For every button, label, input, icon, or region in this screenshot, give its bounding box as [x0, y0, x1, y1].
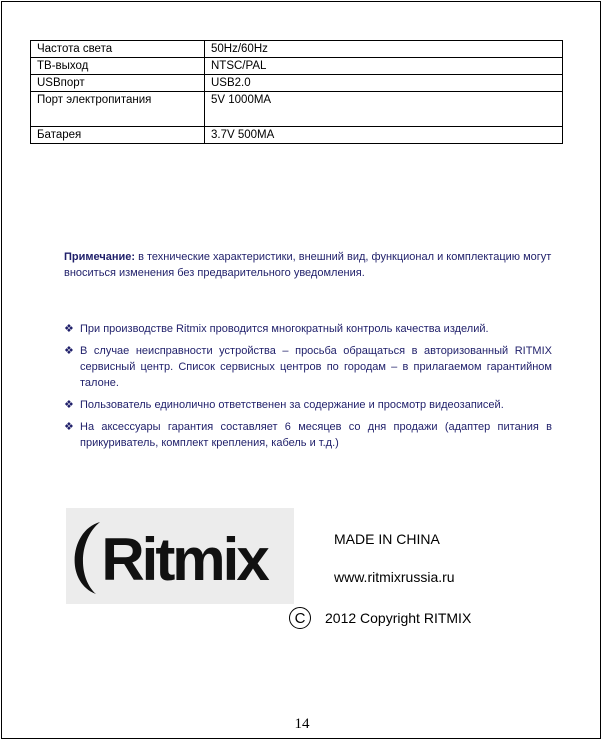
copyright-icon: C — [289, 607, 311, 629]
bullet-list — [64, 321, 552, 457]
ritmix-logo — [66, 508, 294, 604]
list-item — [64, 419, 552, 451]
bullet-text: В случае неисправности устройства – просьба обращаться в авторизованный RITMIX сервисный центр. Список сервисных центров по городам – в прилагаемом гарантийном талоне. — [80, 345, 552, 389]
bullet-text: Пользователь единолично ответственен за содержание и просмотр видеозаписей. — [80, 399, 504, 411]
copyright-text: 2012 Copyright RITMIX — [325, 610, 472, 626]
page-number: 14 — [294, 716, 310, 732]
list-item — [64, 397, 552, 413]
spec-value: 5V 1000MA — [205, 92, 563, 127]
table-row — [31, 127, 563, 144]
spec-key: Батарея — [31, 127, 205, 144]
copyright-line — [289, 607, 471, 629]
spec-value: 3.7V 500MA — [205, 127, 563, 144]
table-row — [31, 75, 563, 92]
diamond-bullet-icon: ❖ — [64, 399, 74, 411]
table-row — [31, 92, 563, 127]
note-label: Примечание: — [64, 251, 136, 263]
spec-value: NTSC/PAL — [205, 58, 563, 75]
diamond-bullet-icon: ❖ — [64, 323, 74, 335]
diamond-bullet-icon: ❖ — [64, 421, 74, 433]
made-in-text: MADE IN CHINA — [334, 531, 440, 547]
diamond-bullet-icon: ❖ — [64, 345, 74, 357]
table-row — [31, 58, 563, 75]
spec-table — [30, 40, 563, 144]
spec-key: ТВ-выход — [31, 58, 205, 75]
spec-key: Порт электропитания — [31, 92, 205, 127]
list-item — [64, 343, 552, 391]
spec-value: 50Hz/60Hz — [205, 41, 563, 58]
spec-key: Частота света — [31, 41, 205, 58]
spec-value: USB2.0 — [205, 75, 563, 92]
website-text: www.ritmixrussia.ru — [334, 569, 455, 585]
bullet-text: При производстве Ritmix проводится многократный контроль качества изделий. — [80, 323, 489, 335]
note-paragraph — [64, 249, 570, 281]
logo-text: Ritmix — [101, 526, 267, 593]
note-text: в технические характеристики, внешний вид, функционал и комплектацию могут вноситься изменения без предварительного уведомления. — [64, 251, 552, 279]
table-row — [31, 41, 563, 58]
spec-key: USBпорт — [31, 75, 205, 92]
bullet-text: На аксессуары гарантия составляет 6 месяцев со дня продажи (адаптер питания в прикуриватель, комплект крепления, кабель и т.д.) — [80, 421, 552, 449]
list-item — [64, 321, 552, 337]
